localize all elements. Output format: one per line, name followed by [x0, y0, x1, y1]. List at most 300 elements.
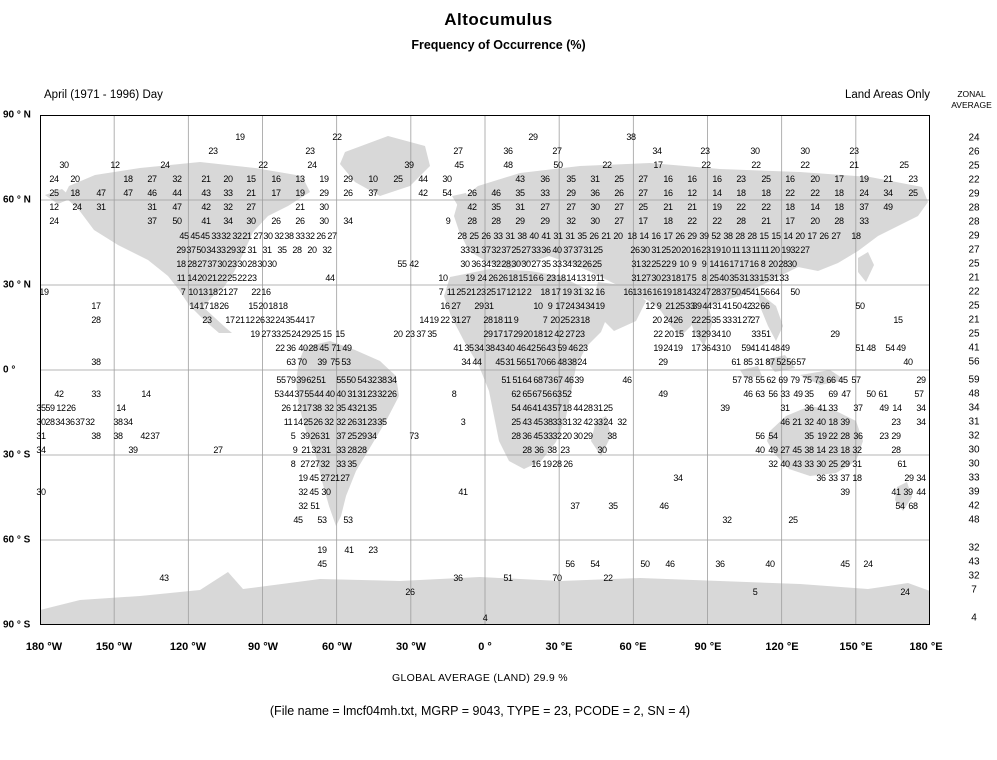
- longitude-tick-label: 180 °W: [25, 641, 63, 653]
- map-value: 49: [883, 202, 893, 212]
- zonal-average-value: 34: [968, 402, 980, 414]
- map-value: 27: [451, 301, 461, 311]
- map-value: 22: [275, 343, 285, 353]
- map-value: 35: [36, 403, 46, 413]
- map-value: 53: [341, 357, 351, 367]
- period-label: April (1971 - 1996) Day: [44, 89, 163, 101]
- map-value: 48: [503, 160, 513, 170]
- map-value: 45: [495, 357, 505, 367]
- map-value: 61: [897, 459, 907, 469]
- map-value: 25: [603, 403, 613, 413]
- map-value: 2: [526, 287, 532, 297]
- longitude-tick-label: 0 °: [478, 641, 492, 653]
- map-value: 15: [335, 329, 345, 339]
- map-value: 73: [409, 431, 419, 441]
- map-value: 28: [583, 403, 593, 413]
- map-value: 28: [91, 315, 101, 325]
- map-value: 31: [712, 301, 722, 311]
- map-value: 21: [687, 202, 697, 212]
- zonal-average-value: 32: [968, 542, 980, 554]
- map-value: 9: [513, 315, 519, 325]
- map-value: 23: [227, 259, 237, 269]
- map-value: 47: [841, 389, 851, 399]
- map-value: 32: [584, 287, 594, 297]
- map-value: 33: [828, 403, 838, 413]
- map-value: 25: [651, 259, 661, 269]
- map-value: 20: [770, 245, 780, 255]
- map-value: 29: [483, 329, 493, 339]
- zonal-average-value: 48: [968, 388, 980, 400]
- map-value: 73: [543, 375, 553, 385]
- map-value: 27: [340, 473, 350, 483]
- map-value: 56: [760, 287, 770, 297]
- map-value: 27: [320, 473, 330, 483]
- map-value: 57: [851, 375, 861, 385]
- map-value: 26: [313, 417, 323, 427]
- map-value: 23: [891, 417, 901, 427]
- map-value: 39: [296, 375, 306, 385]
- map-value: 29: [528, 132, 538, 142]
- map-value: 25: [486, 287, 496, 297]
- map-value: 22: [785, 188, 795, 198]
- map-value: 19: [859, 174, 869, 184]
- map-value: 28: [736, 216, 746, 226]
- map-value: 43: [495, 343, 505, 353]
- map-value: 26: [582, 259, 592, 269]
- longitude-tick-label: 30 °W: [395, 641, 427, 653]
- map-value: 26: [488, 273, 498, 283]
- latitude-tick-label: 60 ° N: [3, 194, 31, 206]
- map-value: 25: [456, 287, 466, 297]
- map-value: 29: [916, 375, 926, 385]
- map-value: 21: [246, 188, 256, 198]
- map-value: 44: [573, 403, 583, 413]
- map-value: 29: [583, 431, 593, 441]
- map-value: 21: [849, 160, 859, 170]
- map-value: 31: [562, 417, 572, 427]
- map-value: 34: [562, 259, 572, 269]
- map-value: 34: [916, 417, 926, 427]
- zonal-average-value: 27: [968, 244, 980, 256]
- map-value: 10: [533, 301, 543, 311]
- map-value: 34: [387, 375, 397, 385]
- map-value: 35: [566, 174, 576, 184]
- map-value: 46: [516, 343, 526, 353]
- map-value: 22: [800, 160, 810, 170]
- map-value: 26: [310, 431, 320, 441]
- map-value: 29: [343, 174, 353, 184]
- map-value: 29: [513, 329, 523, 339]
- map-value: 19: [586, 273, 596, 283]
- map-value: 30: [59, 160, 69, 170]
- zonal-average-value: 33: [968, 472, 980, 484]
- map-value: 24: [863, 559, 873, 569]
- map-value: 32: [750, 301, 760, 311]
- map-value: 27: [261, 329, 271, 339]
- map-value: 19: [295, 188, 305, 198]
- map-value: 34: [673, 473, 683, 483]
- map-value: 29: [515, 216, 525, 226]
- map-value: 25: [469, 231, 479, 241]
- longitude-tick-label: 120 °E: [765, 641, 799, 653]
- map-value: 23: [879, 431, 889, 441]
- map-value: 38: [284, 231, 294, 241]
- map-value: 36: [853, 431, 863, 441]
- zonal-average-header: [946, 89, 997, 111]
- map-value: 20: [70, 174, 80, 184]
- map-value: 36: [286, 343, 296, 353]
- map-value: 19: [542, 459, 552, 469]
- map-value: 30: [750, 146, 760, 156]
- map-value: 49: [658, 389, 668, 399]
- zonal-average-value: 22: [968, 174, 980, 186]
- map-value: 52: [776, 357, 786, 367]
- map-value: 32: [852, 445, 862, 455]
- map-value: 63: [755, 389, 765, 399]
- map-value: 41: [532, 403, 542, 413]
- map-value: 9: [671, 259, 677, 269]
- map-value: 36: [540, 174, 550, 184]
- map-value: 15: [246, 174, 256, 184]
- map-value: 37: [186, 245, 196, 255]
- map-value: 25: [761, 174, 771, 184]
- map-value: 46: [564, 375, 574, 385]
- map-value: 22: [653, 329, 663, 339]
- map-value: 24: [160, 160, 170, 170]
- map-value: 16: [271, 174, 281, 184]
- map-value: 10: [721, 329, 731, 339]
- map-value: 20: [258, 301, 268, 311]
- map-value: 17: [496, 287, 506, 297]
- map-value: 19: [562, 287, 572, 297]
- zonal-average-value: 28: [968, 216, 980, 228]
- map-value: 36: [816, 473, 826, 483]
- map-value: 29: [566, 188, 576, 198]
- map-value: 40: [529, 231, 539, 241]
- map-value: 14: [419, 315, 429, 325]
- map-value: 50: [866, 389, 876, 399]
- zonal-average-value: 42: [968, 500, 980, 512]
- map-value: 57: [552, 403, 562, 413]
- map-value: 25: [393, 174, 403, 184]
- map-value: 33: [216, 245, 226, 255]
- map-value: 34: [223, 216, 233, 226]
- map-value: 36: [804, 403, 814, 413]
- map-value: 50: [553, 160, 563, 170]
- map-value: 45: [454, 160, 464, 170]
- map-value: 35: [285, 315, 295, 325]
- map-value: 30: [36, 487, 46, 497]
- map-value: 28: [308, 343, 318, 353]
- map-value: 9: [701, 259, 707, 269]
- map-value: 50: [790, 287, 800, 297]
- map-value: 7: [438, 287, 444, 297]
- map-value: 41: [760, 343, 770, 353]
- map-value: 35: [464, 343, 474, 353]
- map-value: 40: [780, 459, 790, 469]
- map-value: 27: [310, 459, 320, 469]
- map-value: 26: [673, 315, 683, 325]
- map-value: 32: [617, 417, 627, 427]
- map-value: 34: [711, 329, 721, 339]
- map-value: 28: [711, 287, 721, 297]
- zonal-average-value: 32: [968, 570, 980, 582]
- map-value: 22: [661, 259, 671, 269]
- map-value: 27: [641, 273, 651, 283]
- map-value: 63: [552, 389, 562, 399]
- map-value: 45: [309, 487, 319, 497]
- zonal-average-value: 21: [968, 272, 980, 284]
- map-value: 31: [262, 245, 272, 255]
- map-value: 37: [147, 216, 157, 226]
- map-value: 22: [332, 132, 342, 142]
- map-value: 26: [481, 231, 491, 241]
- map-value: 42: [409, 259, 419, 269]
- map-value: 31: [590, 174, 600, 184]
- map-value: 45: [792, 445, 802, 455]
- map-value: 30: [460, 259, 470, 269]
- map-value: 27: [300, 459, 310, 469]
- map-value: 30: [640, 245, 650, 255]
- map-value: 30: [442, 174, 452, 184]
- map-value: 27: [147, 174, 157, 184]
- map-value: 40: [719, 273, 729, 283]
- map-value: 53: [274, 389, 284, 399]
- map-value: 31: [357, 389, 367, 399]
- map-value: 30: [521, 259, 531, 269]
- map-value: 39: [903, 487, 913, 497]
- map-value: 27: [213, 445, 223, 455]
- map-value: 22: [251, 287, 261, 297]
- map-value: 46: [491, 188, 501, 198]
- map-value: 38: [517, 231, 527, 241]
- map-value: 31: [631, 273, 641, 283]
- map-value: 17: [225, 315, 235, 325]
- map-value: 27: [521, 245, 531, 255]
- map-value: 16: [528, 273, 538, 283]
- map-value: 12: [687, 188, 697, 198]
- map-value: 16: [712, 174, 722, 184]
- map-value: 18: [70, 188, 80, 198]
- map-value: 16: [691, 245, 701, 255]
- map-value: 32: [236, 245, 246, 255]
- map-value: 27: [327, 231, 337, 241]
- map-value: 25: [311, 329, 321, 339]
- map-value: 18: [671, 273, 681, 283]
- map-value: 42: [526, 343, 536, 353]
- map-value: 51: [526, 357, 536, 367]
- map-value: 50: [346, 375, 356, 385]
- map-value: 33: [460, 245, 470, 255]
- map-value: 18: [840, 445, 850, 455]
- map-value: 23: [849, 146, 859, 156]
- map-value: 42: [54, 389, 64, 399]
- map-value: 41: [817, 403, 827, 413]
- map-value: 19: [465, 273, 475, 283]
- map-value: 22: [736, 202, 746, 212]
- map-value: 35: [729, 273, 739, 283]
- map-value: 48: [770, 343, 780, 353]
- map-value: 69: [778, 375, 788, 385]
- map-value: 43: [201, 188, 211, 198]
- map-value: 21: [663, 202, 673, 212]
- map-value: 63: [286, 357, 296, 367]
- map-value: 37: [150, 431, 160, 441]
- map-value: 26: [66, 403, 76, 413]
- page-title: Altocumulus: [444, 10, 553, 29]
- map-value: 44: [295, 315, 305, 325]
- map-value: 31: [321, 445, 331, 455]
- map-value: 46: [743, 389, 753, 399]
- map-value: 41: [344, 545, 354, 555]
- map-value: 13: [198, 287, 208, 297]
- map-value: 25: [709, 273, 719, 283]
- map-value: 20: [681, 245, 691, 255]
- map-value: 20: [671, 245, 681, 255]
- map-value: 28: [834, 216, 844, 226]
- map-value: 26: [467, 188, 477, 198]
- map-value: 25: [701, 315, 711, 325]
- map-value: 19: [662, 287, 672, 297]
- map-value: 22: [828, 431, 838, 441]
- map-value: 36: [503, 146, 513, 156]
- map-value: 32: [221, 231, 231, 241]
- map-value: 31: [769, 273, 779, 283]
- map-value: 32: [305, 231, 315, 241]
- map-value: 43: [546, 343, 556, 353]
- map-value: 34: [123, 417, 133, 427]
- map-value: 16: [642, 287, 652, 297]
- map-value: 47: [701, 287, 711, 297]
- map-value: 8: [760, 259, 766, 269]
- map-value: 47: [123, 188, 133, 198]
- map-value: 27: [552, 146, 562, 156]
- map-value: 32: [377, 389, 387, 399]
- map-value: 11: [446, 287, 456, 297]
- map-value: 16: [719, 259, 729, 269]
- map-value: 13: [576, 273, 586, 283]
- map-value: 75: [802, 375, 812, 385]
- map-value: 27: [831, 231, 841, 241]
- map-value: 73: [814, 375, 824, 385]
- map-value: 29: [687, 231, 697, 241]
- map-value: 23: [570, 315, 580, 325]
- map-value: 51: [503, 573, 513, 583]
- map-value: 85: [743, 357, 753, 367]
- map-value: 18: [493, 315, 503, 325]
- map-value: 19: [39, 287, 49, 297]
- map-value: 32: [566, 216, 576, 226]
- map-value: 24: [859, 188, 869, 198]
- map-value: 54: [357, 375, 367, 385]
- map-value: 34: [55, 417, 65, 427]
- map-value: 14: [783, 231, 793, 241]
- map-value: 12: [56, 403, 66, 413]
- map-value: 24: [275, 315, 285, 325]
- map-value: 29: [658, 357, 668, 367]
- map-value: 9: [445, 216, 451, 226]
- map-value: 21: [357, 403, 367, 413]
- map-value: 41: [453, 343, 463, 353]
- map-value: 32: [223, 202, 233, 212]
- map-value: 32: [804, 417, 814, 427]
- map-value: 26: [271, 216, 281, 226]
- map-value: 36: [715, 559, 725, 569]
- map-value: 87: [765, 357, 775, 367]
- map-value: 10: [368, 174, 378, 184]
- map-value: 22: [440, 315, 450, 325]
- map-value: 27: [800, 245, 810, 255]
- map-value: 29: [226, 245, 236, 255]
- map-value: 23: [700, 146, 710, 156]
- map-value: 18: [672, 287, 682, 297]
- longitude-tick-label: 30 °E: [545, 641, 573, 653]
- map-value: 32: [265, 315, 275, 325]
- map-value: 13: [691, 329, 701, 339]
- map-value: 37: [721, 287, 731, 297]
- map-value: 70: [552, 573, 562, 583]
- zonal-average-value: 29: [968, 188, 980, 200]
- map-value: 18: [123, 174, 133, 184]
- zonal-average-value: 25: [968, 160, 980, 172]
- map-value: 18: [209, 301, 219, 311]
- map-value: 31: [583, 245, 593, 255]
- map-value: 55: [304, 389, 314, 399]
- map-value: 18: [627, 231, 637, 241]
- map-value: 3: [460, 417, 466, 427]
- map-value: 23: [575, 329, 585, 339]
- map-value: 18: [761, 188, 771, 198]
- map-value: 24: [577, 357, 587, 367]
- map-value: 53: [343, 515, 353, 525]
- file-info-label: (File name = lmcf04mh.txt, MGRP = 9043, TYPE = 23, PCODE = 2, SN = 4): [269, 704, 691, 718]
- map-value: 35: [804, 389, 814, 399]
- map-value: 42: [467, 202, 477, 212]
- map-value: 35: [367, 403, 377, 413]
- map-value: 25: [347, 431, 357, 441]
- map-value: 38: [804, 445, 814, 455]
- map-value: 33: [336, 459, 346, 469]
- map-value: 38: [567, 357, 577, 367]
- map-value: 27: [614, 216, 624, 226]
- map-value: 24: [72, 202, 82, 212]
- map-value: 54: [590, 559, 600, 569]
- map-value: 17: [681, 273, 691, 283]
- map-value: 42: [140, 431, 150, 441]
- map-value: 43: [347, 403, 357, 413]
- map-value: 27: [531, 259, 541, 269]
- longitude-tick-label: 150 °W: [95, 641, 133, 653]
- longitude-tick-label: 120 °W: [169, 641, 207, 653]
- map-value: 16: [623, 287, 633, 297]
- map-value: 18: [208, 287, 218, 297]
- map-value: 30: [246, 216, 256, 226]
- map-value: 47: [96, 188, 106, 198]
- zonal-average-value: 31: [968, 416, 980, 428]
- map-value: 43: [522, 417, 532, 427]
- map-value: 78: [743, 375, 753, 385]
- map-value: 40: [552, 245, 562, 255]
- map-value: 19: [673, 343, 683, 353]
- map-value: 49: [768, 445, 778, 455]
- map-value: 31: [852, 459, 862, 469]
- map-value: 14: [141, 389, 151, 399]
- map-value: 59: [741, 343, 751, 353]
- map-value: 29: [301, 329, 311, 339]
- map-value: 79: [286, 375, 296, 385]
- map-value: 16: [261, 287, 271, 297]
- map-value: 30: [321, 487, 331, 497]
